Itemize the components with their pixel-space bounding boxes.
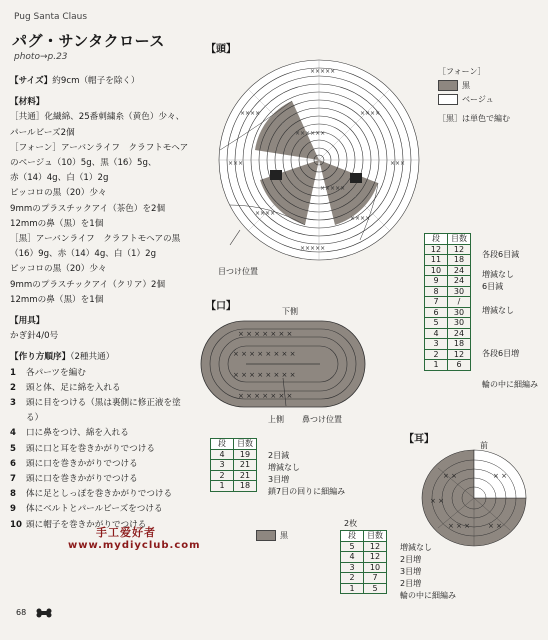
- step-item: [10, 457, 210, 472]
- table-cell: 12: [448, 244, 471, 255]
- table-cell: 7: [364, 573, 387, 584]
- table-cell: 24: [448, 328, 471, 339]
- table-row: [425, 349, 471, 360]
- ear-table-note-2: 2目増: [400, 555, 422, 564]
- table-cell: 10: [364, 562, 387, 573]
- table-header-cell: 段: [425, 234, 448, 245]
- svg-text:××××××: ××××××: [295, 130, 326, 137]
- mouth-table-note-2: 増減なし: [268, 463, 300, 472]
- table-row: [425, 318, 471, 329]
- table-header-row: [341, 531, 387, 542]
- svg-text:×××××: ×××××: [310, 68, 336, 75]
- step-number: 7: [10, 474, 16, 485]
- step-number: 8: [10, 489, 16, 500]
- instructions-column: [10, 74, 210, 533]
- step-text: 口に鼻をつけ、綿を入れる: [26, 428, 129, 439]
- svg-text:× × × × × × × ×: × × × × × × × ×: [233, 371, 296, 379]
- table-header-cell: 目数: [448, 234, 471, 245]
- svg-text:×××: ×××: [390, 160, 406, 167]
- table-row: [425, 265, 471, 276]
- table-cell: 10: [425, 265, 448, 276]
- step-item: [10, 366, 210, 381]
- table-cell: 4: [341, 552, 364, 563]
- step-number: 2: [10, 382, 16, 393]
- svg-text:×××××: ×××××: [300, 245, 326, 252]
- step-number: 3: [10, 398, 16, 409]
- legend-beige: ベージュ: [438, 94, 510, 105]
- steps-heading: 【作り方順序】（2種共通）: [10, 352, 115, 363]
- svg-text:× ×: × ×: [488, 522, 502, 530]
- step-text: 体に足としっぽを巻きかがりでつける: [26, 489, 173, 500]
- step-item: [10, 442, 210, 457]
- head-table-note-1: 各段6目減: [482, 250, 520, 259]
- table-row: [425, 276, 471, 287]
- step-item: [10, 381, 210, 396]
- material-line: 9mmのプラスチックアイ（茶色）を2個: [10, 203, 166, 214]
- table-row: [341, 573, 387, 584]
- step-item: [10, 426, 210, 441]
- svg-text:×××: ×××: [228, 160, 244, 167]
- table-cell: 6: [448, 360, 471, 371]
- table-cell: 5: [341, 541, 364, 552]
- table-cell: 1: [341, 583, 364, 594]
- ear-table-note-1: 増減なし: [400, 543, 432, 552]
- table-row: [211, 460, 257, 471]
- svg-text:× ×: × ×: [493, 472, 507, 480]
- legend-black: 黒: [438, 80, 510, 91]
- material-line: のベージュ（10）5g、黒（16）5g、: [10, 158, 157, 169]
- svg-text:× ×: × ×: [443, 472, 457, 480]
- swatch-light: [438, 94, 458, 105]
- ear-table-note-5: 輪の中に細編み: [400, 591, 456, 600]
- table-cell: 12: [364, 541, 387, 552]
- head-label: 【頭】: [206, 44, 236, 55]
- table-row: [425, 307, 471, 318]
- eye-marker-left: [270, 170, 282, 180]
- table-cell: 11: [425, 255, 448, 266]
- eye-position-label: 目つけ位置: [218, 267, 258, 276]
- step-item: [10, 411, 210, 426]
- step-text: 頭に目をつける（黒は裏側に修正液を塗: [26, 398, 181, 409]
- table-cell: 1: [211, 481, 234, 492]
- ear-table: [340, 530, 387, 594]
- step-text: る）: [26, 413, 44, 424]
- table-cell: 19: [234, 449, 257, 460]
- material-line: ピッコロの黒（20）少々: [10, 264, 107, 275]
- table-header-cell: 目数: [234, 439, 257, 450]
- table-cell: 1: [425, 360, 448, 371]
- page-title: パグ・サンタクロース: [12, 32, 165, 50]
- table-cell: 24: [448, 265, 471, 276]
- step-number: 10: [10, 519, 22, 530]
- table-row: [425, 360, 471, 371]
- table-cell: 2: [341, 573, 364, 584]
- table-cell: 2: [211, 470, 234, 481]
- ear-front-label: 前: [480, 441, 488, 450]
- step-text: 頭に帽子を巻きかがりでつける: [26, 519, 147, 530]
- ear-label: 【耳】: [404, 434, 434, 445]
- photo-ref: photo→p.23: [14, 52, 68, 62]
- svg-text:× × × × × × × ×: × × × × × × × ×: [233, 350, 296, 358]
- step-number: 6: [10, 458, 16, 469]
- tools-heading: 【用具】: [10, 316, 45, 327]
- table-row: [341, 562, 387, 573]
- table-header-row: [425, 234, 471, 245]
- table-cell: 3: [211, 460, 234, 471]
- step-item: [10, 396, 210, 411]
- table-cell: 9: [425, 276, 448, 287]
- head-table-note-4: 増減なし: [482, 306, 514, 315]
- table-cell: 30: [448, 318, 471, 329]
- step-number: 1: [10, 367, 16, 378]
- svg-text:××××: ××××: [240, 110, 261, 117]
- table-cell: 7: [425, 297, 448, 308]
- ear-chart: [418, 448, 530, 548]
- step-text: 頭に口を巻きかがりでつける: [26, 458, 138, 469]
- materials-heading: 【材料】: [10, 97, 45, 108]
- svg-text:× ×: × ×: [430, 497, 444, 505]
- materials-list: [10, 110, 210, 308]
- head-table-note-2: 増減なし: [482, 270, 514, 279]
- table-cell: 12: [448, 349, 471, 360]
- svg-text:× × × × × × ×: × × × × × × ×: [238, 330, 293, 338]
- legend-note: ［黒］は単色で編む: [438, 114, 510, 123]
- material-line: （16）9g、赤（14）4g、白（1）2g: [10, 249, 157, 260]
- nose-position-label: 鼻つけ位置: [302, 415, 342, 424]
- material-line: ［フォーン］アーバンライフ クラフトモヘア: [10, 142, 189, 153]
- step-item: [10, 502, 210, 517]
- step-text: 頭と体、足に綿を入れる: [26, 382, 121, 393]
- svg-text:× × × × × × ×: × × × × × × ×: [238, 392, 293, 400]
- page-number: 68: [16, 608, 27, 617]
- mouth-bottom-label: 上側: [268, 415, 284, 424]
- table-row: [341, 552, 387, 563]
- step-number: 9: [10, 504, 16, 515]
- head-table-note-5: 各段6目増: [482, 349, 520, 358]
- svg-text:× × ×: × × ×: [448, 522, 471, 530]
- head-table: [424, 233, 471, 371]
- table-cell: 4: [211, 449, 234, 460]
- table-cell: 30: [448, 286, 471, 297]
- steps-list: [10, 366, 210, 533]
- svg-text:××××: ××××: [350, 215, 371, 222]
- table-row: [425, 297, 471, 308]
- mouth-chart: [198, 318, 368, 410]
- table-cell: 6: [425, 307, 448, 318]
- eye-marker-right: [350, 173, 362, 183]
- step-text: 体にベルトとパールビーズをつける: [26, 504, 163, 515]
- table-header-row: [211, 439, 257, 450]
- table-row: [425, 339, 471, 350]
- table-cell: 18: [448, 255, 471, 266]
- ear-table-note-4: 2目増: [400, 579, 422, 588]
- step-number: 5: [10, 443, 16, 454]
- step-item: [10, 487, 210, 502]
- table-row: [425, 255, 471, 266]
- tools-value: かぎ針4/0号: [10, 331, 59, 342]
- table-cell: 12: [364, 552, 387, 563]
- head-chart: [200, 55, 440, 270]
- table-cell: 2: [425, 349, 448, 360]
- step-text: 頭に口と耳を巻きかがりでつける: [26, 443, 155, 454]
- step-number: 4: [10, 428, 16, 439]
- step-text: 各パーツを編む: [26, 367, 86, 378]
- material-line: ピッコロの黒（20）少々: [10, 188, 107, 199]
- table-cell: 3: [341, 562, 364, 573]
- table-header-cell: 目数: [364, 531, 387, 542]
- mouth-table: [210, 438, 257, 492]
- table-cell: /: [448, 297, 471, 308]
- material-line: 12mmの鼻（黒）を1個: [10, 218, 104, 229]
- table-cell: 30: [448, 307, 471, 318]
- table-cell: 21: [234, 470, 257, 481]
- mouth-table-note-4: 鎖7目の回りに細編み: [268, 487, 346, 496]
- step-number: [10, 411, 26, 426]
- step-item: [10, 472, 210, 487]
- material-line: 赤（14）4g、白（1）2g: [10, 173, 109, 184]
- mouth-label: 【口】: [206, 301, 236, 312]
- table-header-cell: 段: [211, 439, 234, 450]
- table-cell: 18: [234, 481, 257, 492]
- ear-count: 2枚: [344, 519, 358, 528]
- material-line: 9mmのプラスチックアイ（クリア）2個: [10, 279, 166, 290]
- table-cell: 8: [425, 286, 448, 297]
- step-text: 頭に口を巻きかがりでつける: [26, 474, 138, 485]
- table-row: [425, 286, 471, 297]
- svg-text:××××: ××××: [360, 110, 381, 117]
- swatch-dark: [438, 80, 458, 91]
- table-row: [341, 541, 387, 552]
- head-table-note-3: 6目減: [482, 282, 504, 291]
- table-row: [341, 583, 387, 594]
- material-line: ［共通］化繊綿、25番刺繍糸（黄色）少々、: [10, 112, 185, 123]
- ear-swatch-dark: [256, 530, 276, 541]
- watermark-line2: www.mydiyclub.com: [68, 540, 201, 551]
- table-header-cell: 段: [341, 531, 364, 542]
- head-legend: [438, 66, 510, 124]
- table-row: [211, 449, 257, 460]
- ear-legend: 黒: [256, 530, 288, 541]
- size-line: 【サイズ】約9cm（帽子を除く）: [10, 76, 140, 86]
- svg-text:×××××: ×××××: [320, 185, 346, 192]
- series-label: Pug Santa Claus: [14, 12, 88, 22]
- table-cell: 24: [448, 276, 471, 287]
- table-row: [211, 481, 257, 492]
- svg-text:××××: ××××: [255, 210, 276, 217]
- mouth-table-note-3: 3目増: [268, 475, 290, 484]
- table-cell: 5: [364, 583, 387, 594]
- table-row: [425, 244, 471, 255]
- legend-title: ［フォーン］: [438, 67, 486, 76]
- table-cell: 4: [425, 328, 448, 339]
- watermark-line1: 手工爱好者: [96, 526, 156, 539]
- table-row: [425, 328, 471, 339]
- head-table-note-6: 輪の中に細編み: [482, 380, 538, 389]
- table-cell: 12: [425, 244, 448, 255]
- bone-icon: [36, 608, 52, 618]
- table-cell: 5: [425, 318, 448, 329]
- table-row: [211, 470, 257, 481]
- ear-table-note-3: 3目増: [400, 567, 422, 576]
- mouth-top-label: 下側: [282, 307, 298, 316]
- table-cell: 21: [234, 460, 257, 471]
- table-cell: 18: [448, 339, 471, 350]
- material-line: パールビーズ2個: [10, 127, 75, 138]
- material-line: ［黒］アーバンライフ クラフトモヘアの黒: [10, 234, 181, 245]
- material-line: 12mmの鼻（黒）を1個: [10, 294, 104, 305]
- table-cell: 3: [425, 339, 448, 350]
- mouth-table-note-1: 2目減: [268, 451, 290, 460]
